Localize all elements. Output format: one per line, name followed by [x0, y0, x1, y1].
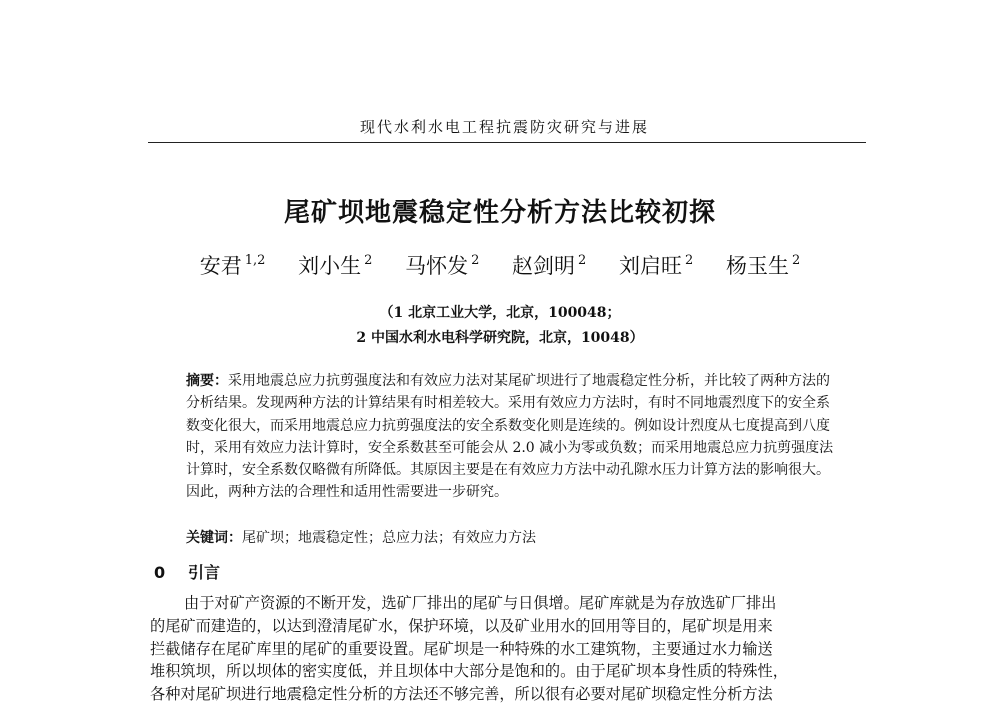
author-name: 马怀发 [405, 254, 469, 278]
author-affiliation-mark: 2 [578, 253, 587, 268]
author [405, 250, 479, 280]
section-heading [154, 560, 220, 583]
affiliation-line: （1 北京工业大学，北京，100048； [379, 305, 621, 321]
author [726, 250, 800, 280]
body-line: 由于对矿产资源的不断开发，选矿厂排出的尾矿与日俱增。尾矿库就是为存放选矿厂排出 [184, 594, 777, 612]
author-affiliation-mark: 2 [364, 253, 373, 268]
affiliation-line: 2 中国水利水电科学研究院，北京，10048） [356, 330, 644, 346]
body-line: 拦截储存在尾矿库里的尾矿的重要设置。尾矿坝是一种特殊的水工建筑物，主要通过水力输送 [150, 639, 773, 658]
author-list [0, 250, 1000, 280]
section-title: 引言 [188, 563, 221, 582]
author-affiliation-mark: 2 [471, 253, 480, 268]
author-name: 刘启旺 [619, 254, 683, 278]
body-line: 堆积筑坝，所以坝体的密实度低，并且坝体中大部分是饱和的。由于尾矿坝本身性质的特殊性， [150, 662, 788, 681]
keywords [186, 527, 836, 547]
author [512, 250, 586, 280]
running-header: 现代水利水电工程抗震防灾研究与进展 [360, 118, 650, 136]
author [619, 250, 693, 280]
author-affiliation-mark: 2 [791, 253, 801, 268]
author [298, 250, 372, 280]
abstract [186, 370, 836, 504]
body-line: 的尾矿而建造的，以达到澄清尾矿水，保护环境，以及矿业用水的回用等目的，尾矿坝是用来 [150, 616, 773, 635]
abstract-label: 摘要： [186, 373, 228, 389]
author-affiliation-mark: 2 [685, 253, 694, 268]
paper-title: 尾矿坝地震稳定性分析方法比较初探 [283, 198, 716, 228]
section-number: 0 [154, 563, 166, 582]
author-affiliation-mark: 1,2 [244, 253, 266, 268]
abstract-text: 采用地震总应力抗剪强度法和有效应力法对某尾矿坝进行了地震稳定性分析，并比较了两种方法的分析结果。发现两种方法的计算结果有时相差较大。采用有效应力方法时，有时不同地震烈度下的安全系数变化很大，而采用地震总应力抗剪强度法的安全系数变化则是连续的。例如设计烈度从七度提高到八度时，采用有效应力法计算时，安全系数甚至可能会从 2.0 减小为零或负数；而采用地震总应力抗剪强度法计算时，安全系数仅略微有所降低。其原因主要是在有效应力方法中动孔隙水压力计算方法的影响很大。因此，两种方法的合理性和适用性需要进一步研究。 [186, 373, 834, 501]
author-name: 杨玉生 [725, 254, 789, 278]
author-name: 刘小生 [298, 254, 362, 278]
keywords-text: 尾矿坝；地震稳定性；总应力法；有效应力方法 [242, 530, 536, 546]
author-name: 赵剑明 [512, 254, 576, 278]
author-name: 安君 [199, 254, 242, 278]
body-paragraph [150, 592, 866, 706]
body-line: 各种对尾矿坝进行地震稳定性分析的方法还不够完善，所以很有必要对尾矿坝稳定性分析方法 [150, 685, 773, 704]
author [200, 250, 266, 280]
keywords-label: 关键词： [186, 530, 242, 546]
header-rule [148, 142, 866, 143]
